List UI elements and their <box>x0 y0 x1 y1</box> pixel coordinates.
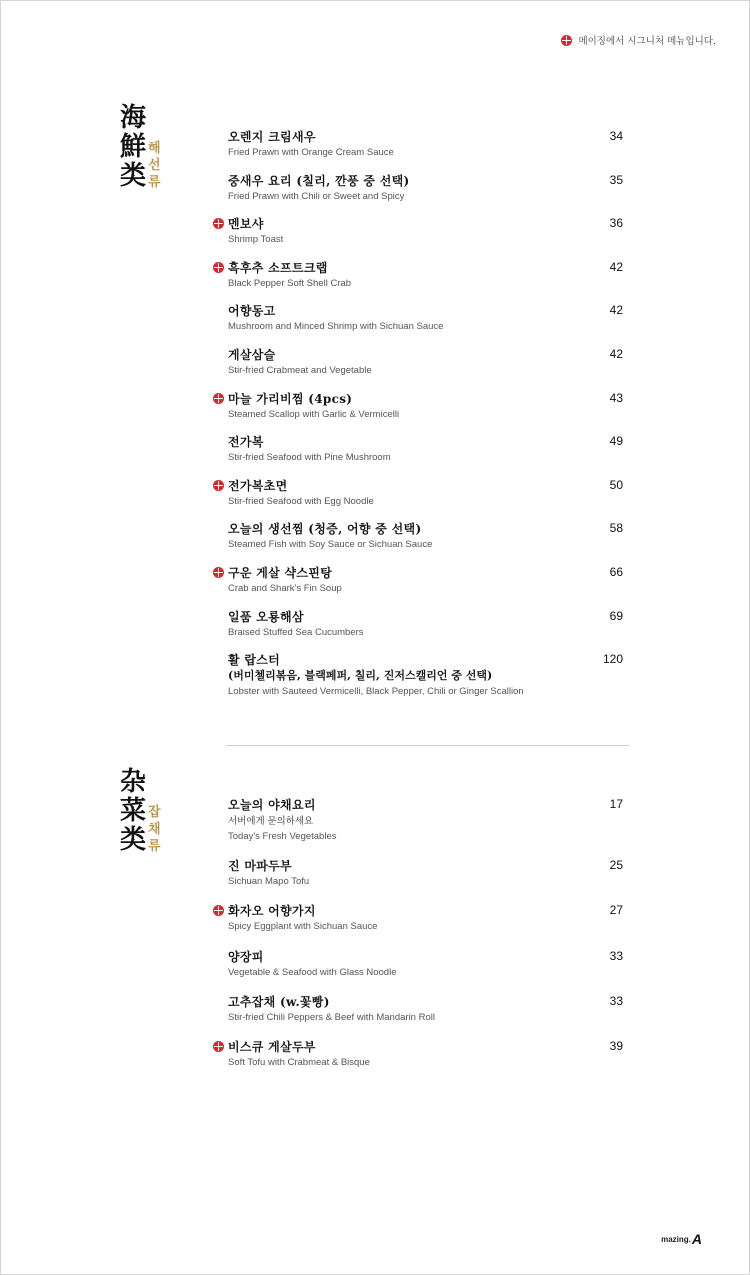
section-hangul-char: 잡 <box>148 805 161 820</box>
section-hanja-char: 类 <box>120 825 147 855</box>
menu-item-price: 39 <box>609 1039 623 1053</box>
menu-item-description: Crab and Shark's Fin Soup <box>228 583 342 594</box>
menu-item-price: 35 <box>609 172 623 187</box>
menu-item <box>213 478 625 508</box>
section-hanja-char: 鮮 <box>120 132 147 162</box>
signature-icon <box>213 567 224 578</box>
menu-item-description: Sichuan Mapo Tofu <box>228 876 310 888</box>
section-hanja-char: 类 <box>120 161 147 191</box>
menu-item-price: 58 <box>609 521 623 536</box>
menu-item-name: 일품 오룡해삼 <box>228 609 304 624</box>
menu-item-description: Mushroom and Minced Shrimp with Sichuan Sauce <box>228 321 444 333</box>
menu-item-price: 27 <box>609 903 623 918</box>
menu-item-name: 전가복 <box>228 435 264 450</box>
menu-item-price: 25 <box>609 858 623 873</box>
menu-item-description: Today's Fresh Vegetables <box>228 831 337 842</box>
brand-mark: A <box>691 1231 702 1247</box>
menu-item <box>213 434 625 464</box>
menu-item-price: 34 <box>609 129 623 143</box>
menu-item-description: Stir-fried Crabmeat and Vegetable <box>228 365 372 376</box>
signature-icon <box>213 1041 224 1052</box>
section-divider <box>226 745 629 746</box>
menu-item-description: Braised Stuffed Sea Cucumbers <box>228 626 364 638</box>
menu-item <box>213 797 625 843</box>
menu-item <box>213 609 625 639</box>
section-hangul-char: 류 <box>148 175 161 190</box>
signature-note-text: 메이징에서 시그니처 메뉴입니다. <box>578 36 716 47</box>
menu-item-price: 69 <box>609 608 623 623</box>
signature-legend <box>561 33 716 47</box>
menu-item <box>213 903 625 933</box>
menu-item-description: Vegetable & Seafood with Glass Noodle <box>228 966 397 978</box>
brand-logo <box>661 1231 702 1247</box>
menu-item-name: 어향동고 <box>228 304 276 319</box>
menu-item <box>213 858 625 888</box>
menu-item-description: Steamed Fish with Soy Sauce or Sichuan Sauce <box>228 539 433 551</box>
menu-item-description: Shrimp Toast <box>228 234 284 246</box>
menu-item-price: 42 <box>609 347 623 361</box>
signature-icon <box>213 393 224 404</box>
menu-item-price: 66 <box>609 565 623 579</box>
signature-icon <box>213 905 224 916</box>
menu-item-name: 화자오 어향가지 <box>228 904 316 919</box>
menu-item-description: Stir-fried Seafood with Egg Noodle <box>228 495 374 507</box>
menu-item-name: 활 랍스터 <box>228 653 281 668</box>
menu-item-description: Spicy Eggplant with Sichuan Sauce <box>228 921 378 933</box>
menu-item <box>213 347 625 377</box>
menu-item-name: 구운 게살 샥스핀탕 <box>228 566 333 580</box>
section-hangul-char: 채 <box>148 822 161 837</box>
menu-item-name: 오늘의 생선찜 (청증, 어향 중 선택) <box>228 522 422 537</box>
menu-item-price: 33 <box>609 948 623 963</box>
menu-item <box>213 391 625 421</box>
menu-item <box>213 129 625 159</box>
brand-text: mazing. <box>661 1234 691 1244</box>
menu-item <box>213 949 625 979</box>
menu-item-description: Fried Prawn with Chili or Sweet and Spicy <box>228 190 405 202</box>
menu-item-description: Stir-fried Seafood with Pine Mushroom <box>228 452 391 464</box>
menu-item-name: 양장피 <box>228 949 264 964</box>
menu-item-options: (버미첼리볶음, 블랙페퍼, 칠리, 진저스캘리언 중 선택) <box>228 669 493 683</box>
menu-item-name: 중새우 요리 (칠리, 깐풍 중 선택) <box>228 173 410 188</box>
menu-item-name: 마늘 가리비찜 (4pcs) <box>228 391 353 406</box>
section-hanja-char: 杂 <box>120 767 147 797</box>
menu-item-price: 42 <box>609 259 623 274</box>
menu-item-description: Stir-fried Chili Peppers & Beef with Mandarin Roll <box>228 1011 435 1023</box>
menu-item-price: 36 <box>609 216 623 231</box>
menu-item <box>213 652 625 698</box>
menu-item-description: Lobster with Sauteed Vermicelli, Black Pepper, Chili or Ginger Scallion <box>228 686 524 698</box>
menu-item-name: 비스큐 게살두부 <box>228 1040 316 1054</box>
menu-item-price: 33 <box>609 993 623 1008</box>
menu-item-name: 진 마파두부 <box>228 859 292 874</box>
menu-item <box>213 1039 625 1069</box>
menu-item <box>213 994 625 1024</box>
menu-item <box>213 173 625 203</box>
menu-item <box>213 565 625 595</box>
menu-item-name: 멘보샤 <box>228 217 264 232</box>
section-title-seafood <box>120 104 161 191</box>
menu-item-name: 게살삼슬 <box>228 348 276 362</box>
menu-item <box>213 521 625 551</box>
menu-item-description: Black Pepper Soft Shell Crab <box>228 277 352 289</box>
section-hangul-char: 해 <box>148 141 161 156</box>
signature-icon <box>561 35 572 46</box>
menu-item-name: 오렌지 크림새우 <box>228 130 316 144</box>
menu-item <box>213 216 625 246</box>
menu-item-price: 42 <box>609 303 623 318</box>
menu-item <box>213 260 625 290</box>
menu-item-name: 오늘의 야채요리 <box>228 798 316 812</box>
menu-item-description: Steamed Scallop with Garlic & Vermicelli <box>228 408 400 420</box>
menu-item-name: 흑후추 소프트크랩 <box>228 260 328 275</box>
section-hangul-char: 선 <box>148 158 161 173</box>
section-hanja-char: 菜 <box>120 796 147 826</box>
signature-icon <box>213 480 224 491</box>
menu-item-note: 서버에게 문의하세요 <box>228 816 314 827</box>
menu-item-name: 전가복초면 <box>228 478 288 493</box>
menu-item-price: 49 <box>609 434 623 449</box>
section-hangul-char: 류 <box>148 839 161 854</box>
signature-icon <box>213 218 224 229</box>
menu-item-price: 17 <box>609 797 623 811</box>
section-hanja-char: 海 <box>120 103 147 133</box>
menu-item-description: Soft Tofu with Crabmeat & Bisque <box>228 1057 370 1068</box>
signature-icon <box>213 262 224 273</box>
menu-item-description: Fried Prawn with Orange Cream Sauce <box>228 147 394 158</box>
menu-item-price: 120 <box>602 652 623 667</box>
section-title-vegetables <box>120 768 161 855</box>
menu-item <box>213 303 625 333</box>
menu-item-price: 50 <box>609 477 623 492</box>
menu-item-name: 고추잡채 (w.꽃빵) <box>228 994 330 1009</box>
menu-item-price: 43 <box>609 390 623 405</box>
